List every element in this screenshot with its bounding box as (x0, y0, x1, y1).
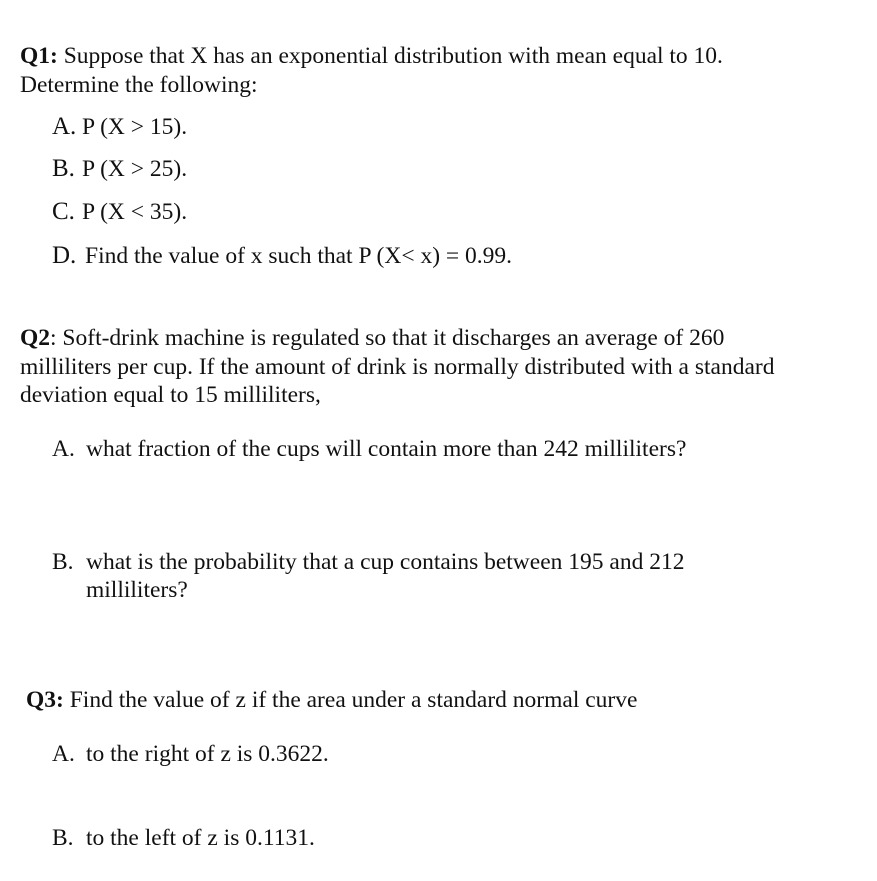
q1-intro-line1 (20, 42, 723, 70)
q3-item-b-letter: B. (52, 825, 74, 851)
q1-item-c-text: P (X < 35). (82, 199, 188, 225)
q2-intro-line1 (20, 324, 724, 352)
q1-item-d-letter: D. (52, 242, 77, 269)
q3-item-a (52, 740, 329, 768)
q1-label: Q1: (20, 43, 58, 69)
q2-item-a (52, 435, 686, 463)
q2-item-a-letter: A. (52, 436, 75, 462)
q2-item-b-letter: B. (52, 549, 74, 575)
q1-intro-text: Suppose that X has an exponential distribution with mean equal to 10. (57, 43, 723, 69)
q2-intro-line2: milliliters per cup. If the amount of drink is normally distributed with a standard (20, 354, 775, 380)
q3-item-a-text: to the right of z is 0.3622. (86, 741, 329, 767)
q2-intro-text: : Soft-drink machine is regulated so that it discharges an average of 260 (50, 325, 725, 351)
q2-item-a-text: what fraction of the cups will contain more than 242 milliliters? (86, 436, 687, 462)
q1-item-c (52, 198, 187, 226)
q3-item-b (52, 824, 315, 852)
q3-intro-text: Find the value of z if the area under a standard normal curve (63, 687, 638, 713)
q1-item-b-text: P (X > 25). (82, 156, 188, 182)
q3-item-b-text: to the left of z is 0.1131. (86, 825, 315, 851)
q2-item-b-cont: milliliters? (86, 577, 188, 603)
q3-intro (26, 686, 637, 714)
q2-item-b (52, 548, 684, 576)
q2-label: Q2 (20, 325, 51, 351)
q1-item-d (52, 242, 512, 270)
q1-intro-line2: Determine the following: (20, 72, 258, 98)
q1-item-a-letter: A. (52, 113, 77, 140)
q2-item-b-text: what is the probability that a cup contains between 195 and 212 (86, 549, 685, 575)
q1-item-b-letter: B. (52, 155, 75, 182)
q1-item-b (52, 155, 187, 183)
q1-item-a (52, 113, 187, 141)
q3-label: Q3: (26, 687, 64, 713)
q1-item-d-text: Find the value of x such that P (X< x) = 0.99. (85, 243, 513, 269)
q1-item-c-letter: C. (52, 198, 75, 225)
q1-item-a-text: P (X > 15). (82, 114, 188, 140)
q3-item-a-letter: A. (52, 741, 75, 767)
q2-intro-line3: deviation equal to 15 milliliters, (20, 382, 321, 408)
